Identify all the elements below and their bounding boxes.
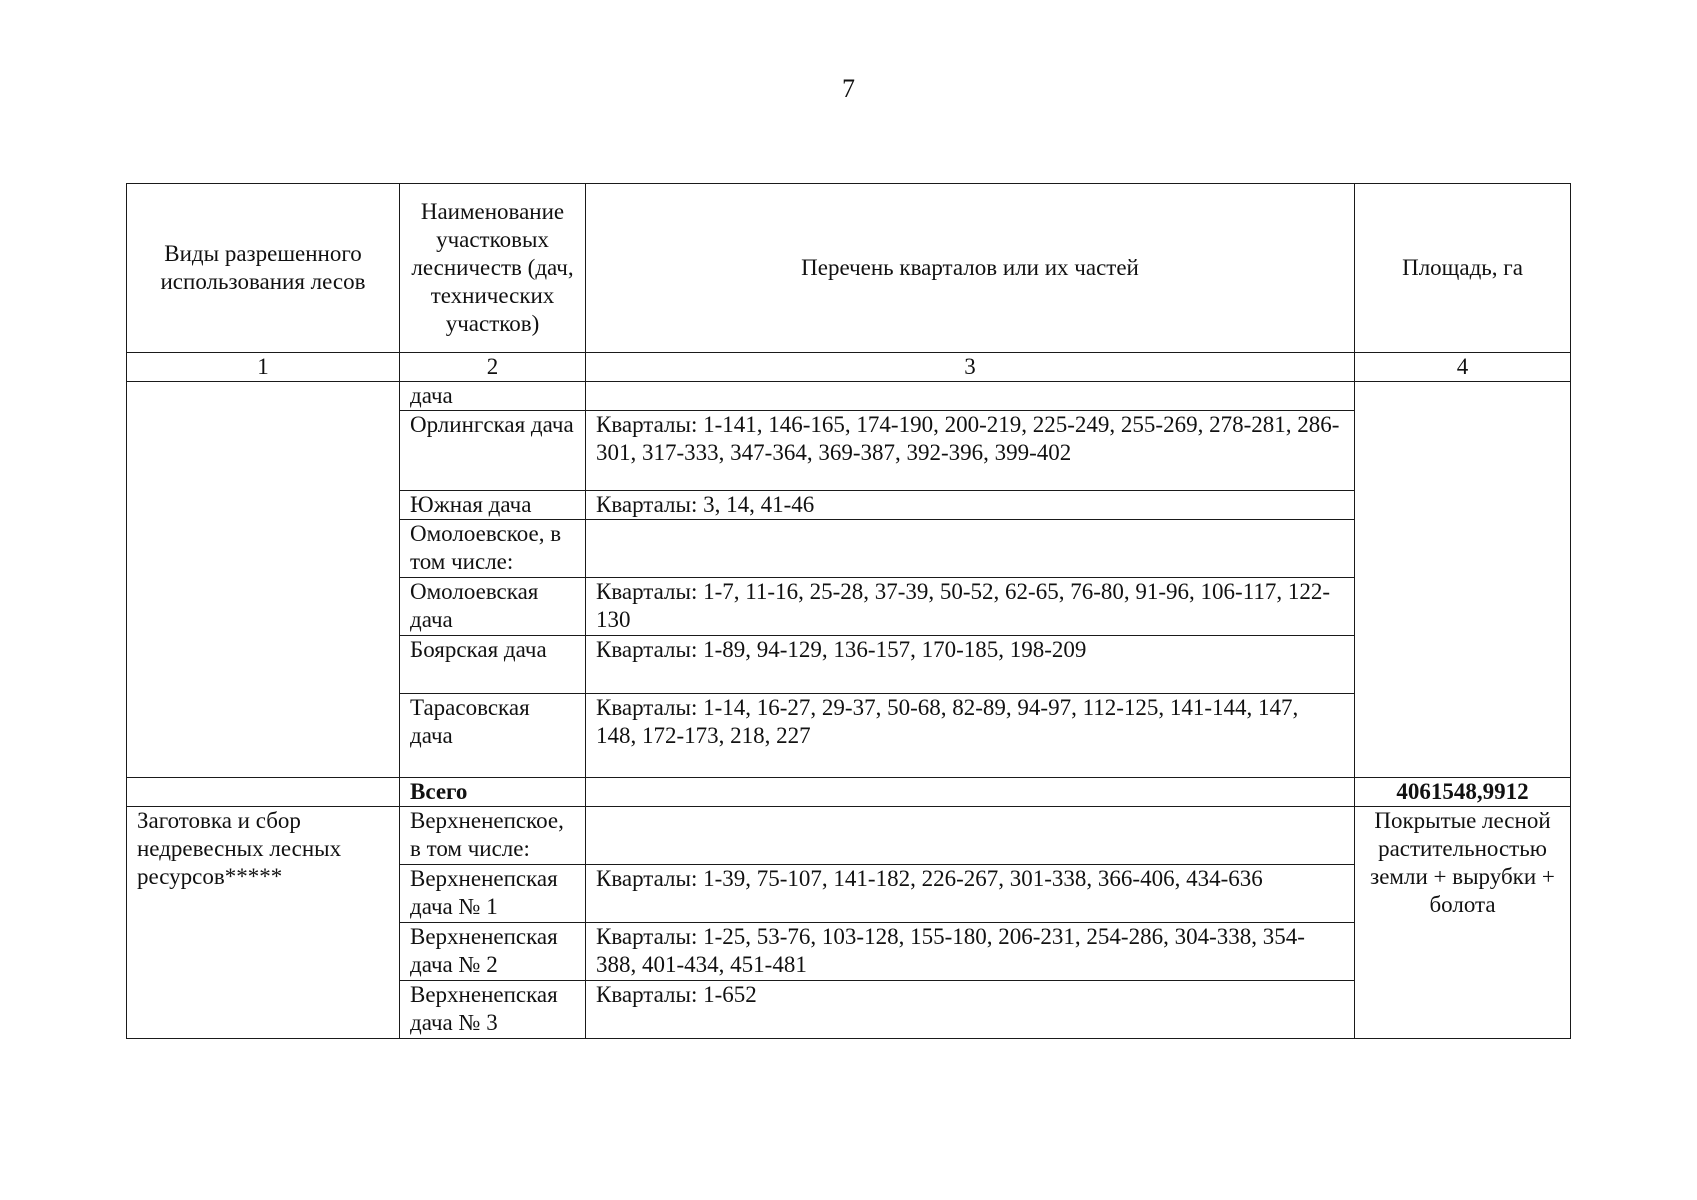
quarters-cell: Кварталы: 1-89, 94-129, 136-157, 170-185, 198-209 xyxy=(586,636,1355,694)
header-row xyxy=(127,184,1571,353)
forestry-cell: Орлингская дача xyxy=(400,411,586,491)
forestry-cell: Верхненепское, в том числе: xyxy=(400,807,586,865)
area-cell xyxy=(1355,382,1571,778)
forestry-cell: Омолоевское, в том числе: xyxy=(400,520,586,578)
forestry-cell: Верхненепская дача № 2 xyxy=(400,923,586,981)
quarters-cell: Кварталы: 1-14, 16-27, 29-37, 50-68, 82-89, 94-97, 112-125, 141-144, 147, 148, 172-173, 218, 227 xyxy=(586,694,1355,778)
total-label: Всего xyxy=(400,778,586,807)
header-forestry-name: Наименование участковых лесничеств (дач, технических участков) xyxy=(400,184,586,353)
header-use-type: Виды разрешенного использования лесов xyxy=(127,184,400,353)
forestry-cell: Тарасовская дача xyxy=(400,694,586,778)
column-number: 3 xyxy=(586,353,1355,382)
forestry-cell: Боярская дача xyxy=(400,636,586,694)
quarters-cell: Кварталы: 1-652 xyxy=(586,981,1355,1039)
forestry-cell: Южная дача xyxy=(400,491,586,520)
total-row xyxy=(127,778,1571,807)
use-type-cell xyxy=(127,382,400,778)
quarters-cell xyxy=(586,520,1355,578)
forest-use-table xyxy=(126,183,1571,1039)
forestry-cell: дача xyxy=(400,382,586,411)
area-cell: Покрытые лесной растительностью земли + вырубки + болота xyxy=(1355,807,1571,1039)
forestry-cell: Верхненепская дача № 3 xyxy=(400,981,586,1039)
header-quarters-list: Перечень кварталов или их частей xyxy=(586,184,1355,353)
column-number: 2 xyxy=(400,353,586,382)
page-number: 7 xyxy=(842,74,855,103)
quarters-cell: Кварталы: 3, 14, 41-46 xyxy=(586,491,1355,520)
forestry-cell: Верхненепская дача № 1 xyxy=(400,865,586,923)
table-row xyxy=(127,382,1571,411)
quarters-cell: Кварталы: 1-25, 53-76, 103-128, 155-180, 206-231, 254-286, 304-338, 354-388, 401-434, 451-481 xyxy=(586,923,1355,981)
quarters-cell xyxy=(586,807,1355,865)
empty-cell xyxy=(127,778,400,807)
use-type-cell: Заготовка и сбор недревесных лесных ресурсов***** xyxy=(127,807,400,1039)
column-number: 1 xyxy=(127,353,400,382)
quarters-cell: Кварталы: 1-7, 11-16, 25-28, 37-39, 50-52, 62-65, 76-80, 91-96, 106-117, 122-130 xyxy=(586,578,1355,636)
empty-cell xyxy=(586,778,1355,807)
quarters-cell: Кварталы: 1-141, 146-165, 174-190, 200-219, 225-249, 255-269, 278-281, 286-301, 317-333, 347-364, 369-387, 392-396, 399-402 xyxy=(586,411,1355,491)
table-row xyxy=(127,807,1571,865)
column-number-row xyxy=(127,353,1571,382)
header-area: Площадь, га xyxy=(1355,184,1571,353)
quarters-cell xyxy=(586,382,1355,411)
quarters-cell: Кварталы: 1-39, 75-107, 141-182, 226-267, 301-338, 366-406, 434-636 xyxy=(586,865,1355,923)
total-area: 4061548,9912 xyxy=(1355,778,1571,807)
forestry-cell: Омолоевская дача xyxy=(400,578,586,636)
column-number: 4 xyxy=(1355,353,1571,382)
